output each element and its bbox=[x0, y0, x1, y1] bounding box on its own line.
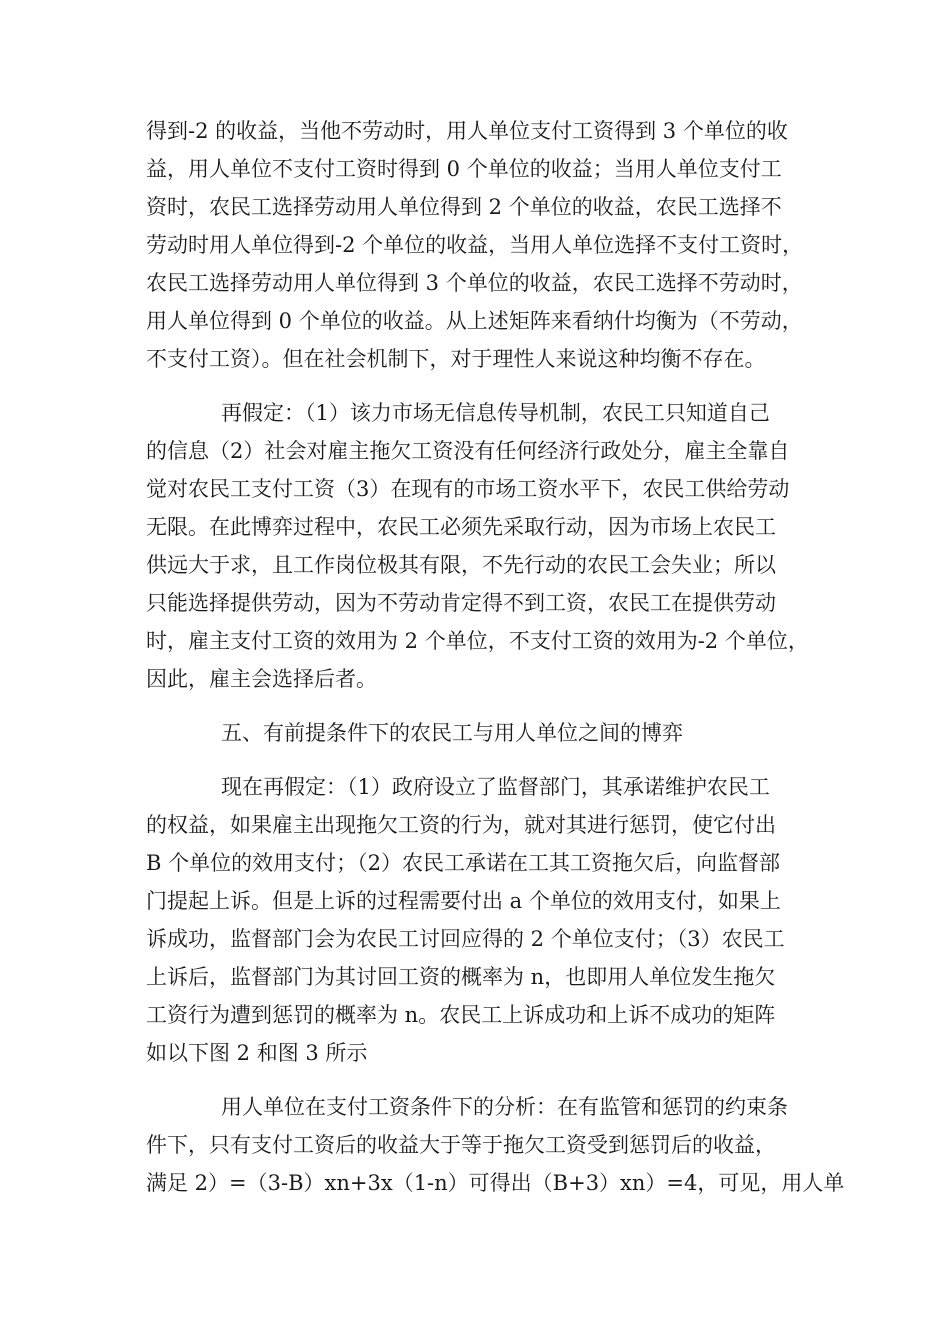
paragraph-1 bbox=[146, 112, 806, 378]
text-line: 上诉后，监督部门为其讨回工资的概率为 n，也即用人单位发生拖欠 bbox=[146, 965, 776, 989]
text-line: 工资行为遭到惩罚的概率为 n。农民工上诉成功和上诉不成功的矩阵 bbox=[146, 1003, 776, 1027]
text-line: 现在再假定：（1）政府设立了监督部门，其承诺维护农民工 bbox=[221, 775, 770, 799]
text-line: 用人单位得到 0 个单位的收益。从上述矩阵来看纳什均衡为（不劳动， bbox=[146, 309, 803, 333]
document-body bbox=[146, 112, 845, 1202]
text-line: 件下，只有支付工资后的收益大于等于拖欠工资受到惩罚后的收益， bbox=[146, 1133, 776, 1157]
text-line: 不支付工资）。但在社会机制下，对于理性人来说这种均衡不存在。 bbox=[146, 347, 766, 371]
section-heading-text: 五、有前提条件下的农民工与用人单位之间的博弈 bbox=[221, 721, 683, 745]
text-line: 时，雇主支付工资的效用为 2 个单位，不支付工资的效用为-2 个单位， bbox=[146, 629, 809, 653]
text-line: 用人单位在支付工资条件下的分析：在有监管和惩罚的约束条 bbox=[221, 1095, 788, 1119]
text-line: 诉成功，监督部门会为农民工讨回应得的 2 个单位支付；（3）农民工 bbox=[146, 927, 785, 951]
text-line: 的信息（2）社会对雇主拖欠工资没有任何经济行政处分，雇主全靠自 bbox=[146, 439, 790, 463]
text-line: 满足 2）=（3-B）xn+3x（1-n）可得出（B+3）xn）=4，可见，用人单 bbox=[146, 1171, 845, 1195]
text-line: B 个单位的效用支付；（2）农民工承诺在工其工资拖欠后，向监督部 bbox=[146, 851, 780, 875]
text-line: 只能选择提供劳动，因为不劳动肯定得不到工资，农民工在提供劳动 bbox=[146, 591, 776, 615]
paragraph-spacer bbox=[146, 752, 806, 768]
text-line: 得到-2 的收益，当他不劳动时，用人单位支付工资得到 3 个单位的收 bbox=[146, 119, 788, 143]
paragraph-spacer bbox=[146, 378, 806, 394]
text-line: 再假定：（1）该力市场无信息传导机制，农民工只知道自己 bbox=[221, 401, 770, 425]
text-line: 资时，农民工选择劳动用人单位得到 2 个单位的收益，农民工选择不 bbox=[146, 195, 782, 219]
section-heading bbox=[146, 714, 806, 752]
paragraph-spacer bbox=[146, 1072, 806, 1088]
paragraph-2 bbox=[146, 394, 809, 698]
text-line: 觉对农民工支付工资（3）在现有的市场工资水平下，农民工供给劳动 bbox=[146, 477, 790, 501]
text-line: 无限。在此博弈过程中，农民工必须先采取行动，因为市场上农民工 bbox=[146, 515, 776, 539]
text-line: 益，用人单位不支付工资时得到 0 个单位的收益；当用人单位支付工 bbox=[146, 157, 782, 181]
text-line: 的权益，如果雇主出现拖欠工资的行为，就对其进行惩罚，使它付出 bbox=[146, 813, 776, 837]
text-line: 劳动时用人单位得到-2 个单位的收益，当用人单位选择不支付工资时， bbox=[146, 233, 804, 257]
text-line: 供远大于求，且工作岗位极其有限，不先行动的农民工会失业；所以 bbox=[146, 553, 776, 577]
text-line: 门提起上诉。但是上诉的过程需要付出 a 个单位的效用支付，如果上 bbox=[146, 889, 781, 913]
text-line: 农民工选择劳动用人单位得到 3 个单位的收益，农民工选择不劳动时， bbox=[146, 271, 803, 295]
paragraph-spacer bbox=[146, 698, 806, 714]
paragraph-4 bbox=[146, 1088, 845, 1202]
paragraph-3 bbox=[146, 768, 806, 1072]
text-line: 因此，雇主会选择后者。 bbox=[146, 667, 377, 691]
text-line: 如以下图 2 和图 3 所示 bbox=[146, 1041, 368, 1065]
